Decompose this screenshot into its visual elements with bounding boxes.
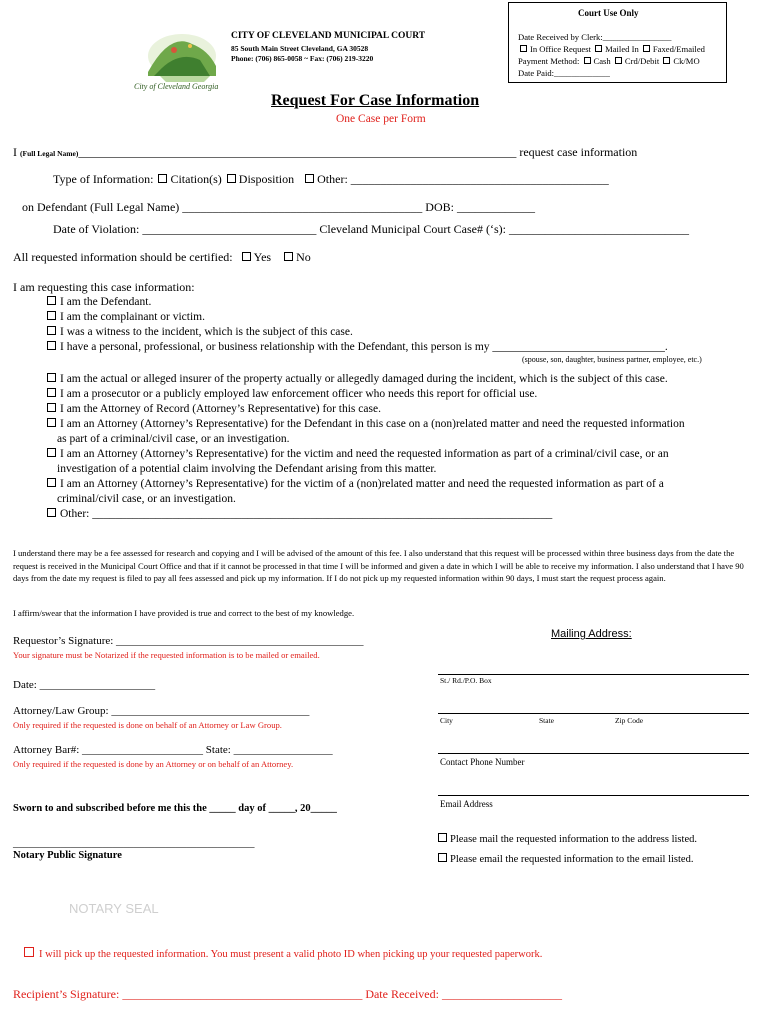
citation-checkbox[interactable] (158, 174, 167, 183)
certified-line: All requested information should be certified: Yes No (13, 250, 311, 264)
reason-insurer[interactable]: I am the actual or alleged insurer of the property actually or allegedly damaged during the incident, which is the subject of this case. (47, 372, 668, 387)
state-label: State (539, 716, 554, 725)
affirm-text: I affirm/swear that the information I have provided is true and correct to the best of my knowledge. (13, 608, 355, 618)
email-label: Email Address (440, 799, 493, 809)
city-label: City (440, 716, 453, 725)
reason-other[interactable]: Other: ________________________________________________________________________________ (47, 507, 552, 522)
city-line[interactable] (438, 713, 749, 714)
certified-no-checkbox[interactable] (284, 252, 293, 261)
page-title: Request For Case Information (271, 92, 480, 109)
street-label: St./ Rd./P.O. Box (440, 676, 492, 685)
email-option[interactable]: Please email the requested information to the email listed. (438, 853, 693, 865)
email-line[interactable] (438, 795, 749, 796)
court-phone: Phone: (706) 865-0058 ~ Fax: (706) 219-3220 (231, 54, 374, 63)
court-name: CITY OF CLEVELAND MUNICIPAL COURT (231, 31, 426, 41)
notary-signature-label: Notary Public Signature (13, 850, 122, 861)
defendant-line[interactable]: on Defendant (Full Legal Name) ________________________________________ DOB: _____________ (22, 200, 535, 214)
cash-checkbox[interactable] (584, 57, 591, 64)
reason-attorney-victim-nonrelated[interactable]: I am an Attorney (Attorney’s Representative) for the victim of a (non)related matter and need the requested information as part of a (47, 477, 664, 492)
full-name-blank[interactable]: _________________________________________________________________________ (78, 145, 517, 159)
reason-attorney-victim-cont: investigation of a potential claim involving the Defendant arising from this matter. (57, 463, 437, 475)
check-checkbox[interactable] (663, 57, 670, 64)
faxed-checkbox[interactable] (643, 45, 650, 52)
other-type-checkbox[interactable] (305, 174, 314, 183)
card-checkbox[interactable] (615, 57, 622, 64)
notary-seal: NOTARY SEAL (69, 901, 159, 916)
date-received-clerk: Date Received by Clerk:________________ (518, 32, 672, 42)
reason-attorney-defendant-cont: as part of a criminal/civil case, or an investigation. (57, 433, 290, 445)
attorney-group-field[interactable]: Attorney/Law Group: ____________________________________ (13, 705, 310, 717)
phone-label: Contact Phone Number (440, 757, 525, 767)
reason-attorney-victim-nonrelated-cont: criminal/civil case, or an investigation. (57, 493, 236, 505)
mailing-address-title: Mailing Address: (551, 628, 632, 640)
date-field[interactable]: Date: _____________________ (13, 679, 156, 691)
court-use-title: Court Use Only (578, 8, 639, 18)
notary-line[interactable]: ______________________________________________ (13, 838, 255, 849)
phone-line[interactable] (438, 753, 749, 754)
attorney-bar-field[interactable]: Attorney Bar#: ______________________ State: __________________ (13, 744, 333, 756)
pickup-checkbox[interactable] (24, 947, 34, 957)
disclaimer-text: I understand there may be a fee assessed for research and copying and I will be advised of the amount of this fee. I also understand that this request will be processed within three business days from the date the request is received in the Municipal Court Office and that if it cannot be processed in that time I will be informed and given a date in which I will be able to receive my information. I also understand that I have 90 days from the date my request is filed to pay all fees assessed and pick up my information. If I do not pick up my requested information within 90 days, I must start the request process again. (13, 548, 744, 583)
attorney-group-note: Only required if the requested is done on behalf of an Attorney or Law Group. (13, 720, 282, 730)
relationship-examples: (spouse, son, daughter, business partner, employee, etc.) (522, 355, 702, 364)
signature-note: Your signature must be Notarized if the requested information is to be mailed or emailed. (13, 650, 320, 660)
in-office-checkbox[interactable] (520, 45, 527, 52)
reason-defendant[interactable]: I am the Defendant. (47, 295, 151, 310)
mailed-checkbox[interactable] (595, 45, 602, 52)
reason-prosecutor[interactable]: I am a prosecutor or a publicly employed law enforcement officer who needs this report for official use. (47, 387, 537, 402)
reason-attorney-defendant[interactable]: I am an Attorney (Attorney’s Representative) for the Defendant in this case on a (non)related matter and need the requested information (47, 417, 685, 432)
attorney-bar-note: Only required if the requested is done by an Attorney or on behalf of an Attorney. (13, 759, 294, 769)
date-paid: Date Paid:_____________ (518, 68, 610, 78)
full-name-line: I (Full Legal Name)_________________________________________________________________________ request case information (13, 145, 638, 159)
type-of-information: Type of Information: Citation(s) Disposition Other: ___________________________________________ (53, 172, 609, 186)
street-line[interactable] (438, 674, 749, 675)
payment-options: Payment Method: Cash Crd/Debit Ck/MO (518, 56, 700, 66)
page-subtitle: One Case per Form (336, 113, 426, 125)
certified-yes-checkbox[interactable] (242, 252, 251, 261)
reason-attorney-of-record[interactable]: I am the Attorney of Record (Attorney’s Representative) for this case. (47, 402, 381, 417)
disposition-checkbox[interactable] (227, 174, 236, 183)
reason-victim[interactable]: I am the complainant or victim. (47, 310, 205, 325)
reason-attorney-victim[interactable]: I am an Attorney (Attorney’s Representative) for the victim and need the requested information as part of a criminal/civil case, or an (47, 447, 669, 462)
other-type-blank[interactable]: ___________________________________________ (350, 172, 609, 186)
reason-witness[interactable]: I was a witness to the incident, which is the subject of this case. (47, 325, 353, 340)
requesting-label: I am requesting this case information: (13, 280, 195, 294)
zip-label: Zip Code (615, 716, 644, 725)
requestor-signature[interactable]: Requestor’s Signature: _____________________________________________ (13, 635, 364, 647)
reason-relationship[interactable]: I have a personal, professional, or business relationship with the Defendant, this person is my ______________________________. (47, 340, 668, 355)
logo-text: City of Cleveland Georgia (134, 82, 219, 91)
pickup-option[interactable]: I will pick up the requested information. You must present a valid photo ID when picking up your requested paperwork. (24, 947, 542, 960)
mail-option[interactable]: Please mail the requested information to the address listed. (438, 833, 697, 845)
recipient-signature[interactable]: Recipient’s Signature: ________________________________________ Date Received: ____________________ (13, 987, 562, 1001)
method-options: In Office Request Mailed In Faxed/Emailed (518, 44, 705, 54)
violation-line[interactable]: Date of Violation: _____________________________ Cleveland Municipal Court Case# (‘s): ______________________________ (53, 222, 689, 236)
court-address: 85 South Main Street Cleveland, GA 30528 (231, 44, 369, 53)
sworn-statement[interactable]: Sworn to and subscribed before me this the _____ day of _____, 20_____ (13, 803, 337, 814)
